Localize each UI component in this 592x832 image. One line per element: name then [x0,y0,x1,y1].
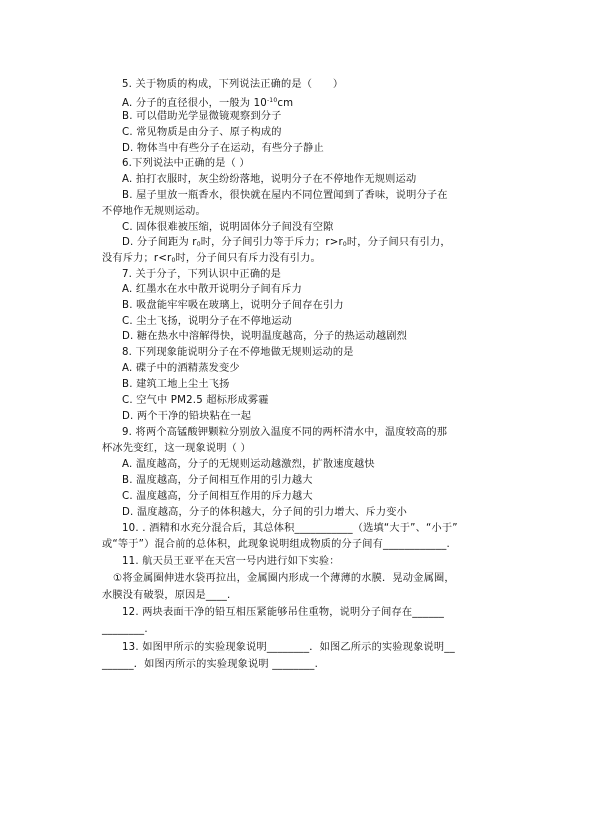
question-5-option-a [122,94,293,111]
subscript: 0 [196,241,201,248]
question-6-stem: 6.下列说法中正确的是（ ） [122,158,250,169]
question-6-option-a: A. 拍打衣服时，灰尘纷纷落地，说明分子在不停地作无规则运动 [122,174,417,185]
question-6-option-d [122,236,451,252]
question-12-stem: 12. 两块表面干净的铅互相压紧能够吊住重物，说明分子间存在______ [122,607,445,618]
question-7-option-b: B. 吸盘能牢牢吸在玻璃上，说明分子间存在引力 [122,300,344,311]
question-6-option-d-cont [102,252,321,268]
option-d-text-4: 没有斥力；r<r [102,253,172,264]
option-a-text: A. 分子的直径很小，一般为 10 [122,98,267,109]
question-8-option-a: A. 碟子中的酒精蒸发变少 [122,363,240,374]
question-6-option-c: C. 固体很难被压缩，说明固体分子间没有空隙 [122,222,334,233]
question-5-option-c: C. 常见物质是由分子、原子构成的 [122,127,282,138]
question-9-option-c: C. 温度越高，分子间相互作用的斥力越大 [122,491,313,502]
question-11-stem: 11. 航天员王亚平在天宫一号内进行如下实验： [122,556,340,567]
question-7-stem: 7. 关于分子，下列认识中正确的是 [122,269,281,280]
question-5-option-d: D. 物体当中有些分子在运动，有些分子静止 [122,143,324,154]
option-d-text-2: 时，分子间引力等于斥力；r>r [200,237,343,248]
question-9-option-d: D. 温度越高，分子的体积越大，分子间的引力增大、斥力变小 [122,507,407,518]
question-8-option-d: D. 两个干净的铅块粘在一起 [122,411,252,422]
question-7-option-c: C. 尘土飞扬，说明分子在不停地运动 [122,316,293,327]
question-6-option-b-cont: 不停地作无规则运动。 [102,206,206,217]
option-d-text-5: 时，分子间只有斥力没有引力。 [175,253,321,264]
question-11-item-1-cont: 水膜没有破裂，原因是____. [102,590,231,601]
question-6-option-b: B. 屋子里放一瓶香水，很快就在屋内不同位置闻到了香味，说明分子在 [122,190,448,201]
question-9-option-b: B. 温度越高，分子间相互作用的引力越大 [122,475,313,486]
question-11-item-1: ①将金属圈伸进水袋再拉出，金属圈内形成一个薄薄的水膜．晃动金属圈， [113,573,455,584]
question-10-stem-cont: 或“等于”）混合前的总体积，此现象说明组成物质的分子间有____________. [102,539,450,550]
unit: cm [277,98,294,109]
subscript: 0 [171,257,176,264]
question-7-option-a: A. 红墨水在水中散开说明分子间有斥力 [122,284,303,295]
question-5-option-b: B. 可以借助光学显微镜观察到分子 [122,111,282,122]
question-7-option-d: D. 糖在热水中溶解得快，说明温度越高，分子的热运动越剧烈 [122,331,407,342]
option-d-text-3: 时，分子间只有引力， [346,237,451,248]
question-13-stem: 13. 如图甲所示的实验现象说明________．如图乙所示的实验现象说明__ [122,642,455,653]
subscript: 0 [342,241,347,248]
option-d-text-1: D. 分子间距为 r [122,237,197,248]
question-13-stem-cont: ______．如图丙所示的实验现象说明 ________. [102,659,319,670]
question-8-option-b: B. 建筑工地上尘土飞扬 [122,379,230,390]
question-12-stem-cont: ________. [102,624,148,635]
question-5-stem: 5. 关于物质的构成，下列说法正确的是（ ） [122,79,344,90]
question-8-option-c: C. 空气中 PM2.5 超标形成雾霾 [122,395,269,406]
exponent: -10 [266,97,278,104]
question-9-stem-cont: 杯冰先变红，这一现象说明（ ） [102,443,251,454]
question-9-option-a: A. 温度越高，分子的无规则运动越激烈，扩散速度越快 [122,459,375,470]
question-8-stem: 8. 下列现象能说明分子在不停地做无规则运动的是 [122,347,354,358]
question-10-stem: 10. . 酒精和水充分混合后，其总体积___________（选填“大于”、“小于” [122,523,458,534]
question-9-stem: 9. 将两个高锰酸钾颗粒分别放入温度不同的两杯清水中，温度较高的那 [122,427,448,438]
